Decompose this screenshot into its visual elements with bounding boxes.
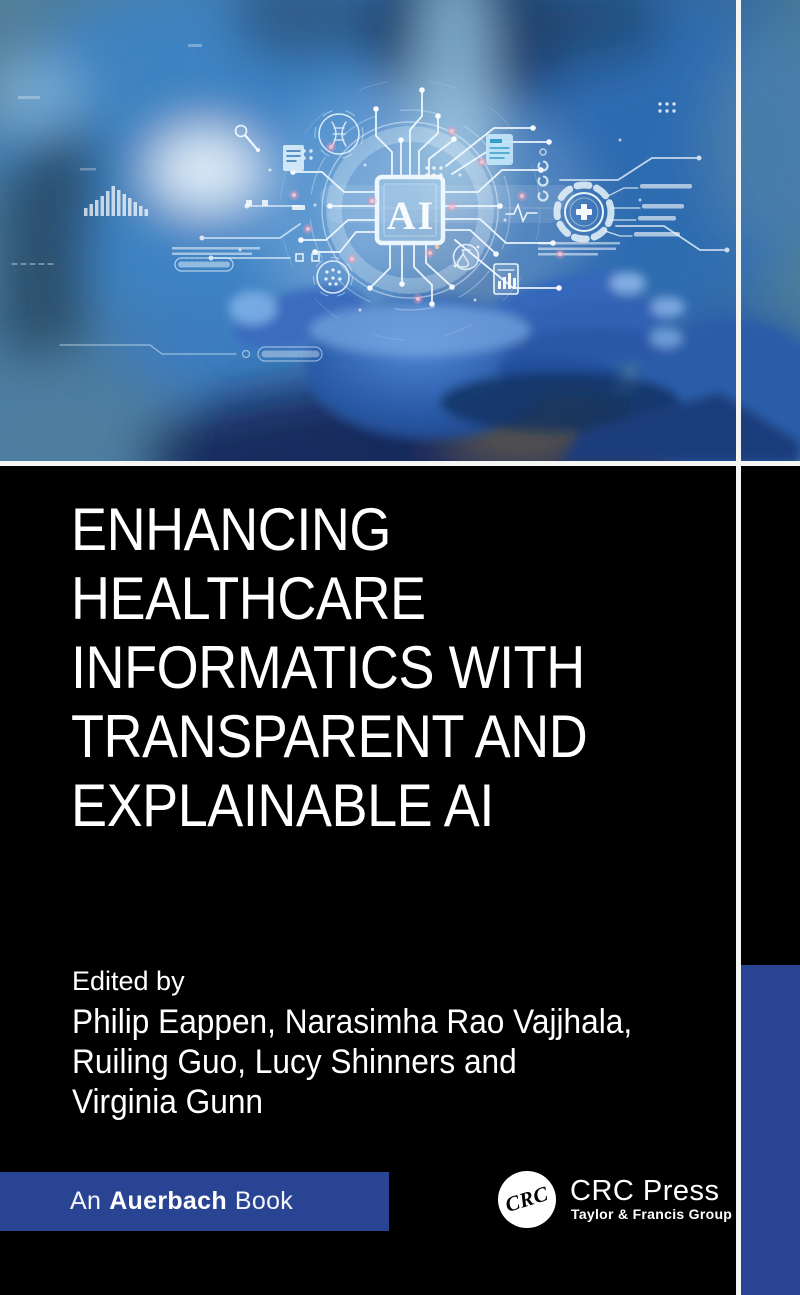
title-line: INFORMATICS WITH bbox=[71, 634, 585, 701]
document-bar-chart-icon bbox=[494, 264, 518, 294]
auerbach-imprint-bar bbox=[0, 1172, 389, 1231]
right-accent-strip bbox=[741, 965, 800, 1295]
cover-photo-ai-hand bbox=[0, 0, 800, 463]
publisher-group: Taylor & Francis Group bbox=[571, 1206, 733, 1222]
edited-by-label: Edited by bbox=[72, 966, 185, 996]
document-icon bbox=[486, 134, 513, 165]
editor-names bbox=[72, 1002, 632, 1122]
horizontal-divider-line bbox=[0, 461, 800, 466]
editor-line: Philip Eappen, Narasimha Rao Vajjhala, bbox=[72, 1003, 633, 1041]
publisher-name: CRC Press bbox=[570, 1175, 720, 1207]
crc-monogram: CRC bbox=[502, 1181, 552, 1217]
ai-chip-label: AI bbox=[386, 193, 436, 238]
editor-line: Ruiling Guo, Lucy Shinners and bbox=[72, 1043, 517, 1081]
book-title bbox=[71, 495, 587, 840]
vertical-divider-line bbox=[736, 0, 741, 1295]
imprint-suffix: Book bbox=[234, 1187, 294, 1215]
editor-line: Virginia Gunn bbox=[72, 1083, 264, 1121]
crc-logo bbox=[498, 1171, 556, 1228]
imprint-brand: Auerbach bbox=[109, 1187, 227, 1215]
title-line: HEALTHCARE bbox=[71, 565, 426, 632]
medical-cross-icon bbox=[557, 185, 611, 239]
imprint-prefix: An bbox=[70, 1187, 102, 1215]
ai-chip-icon bbox=[377, 177, 443, 243]
title-line: EXPLAINABLE AI bbox=[71, 772, 494, 839]
title-line: ENHANCING bbox=[71, 496, 391, 563]
title-line: TRANSPARENT AND bbox=[71, 703, 588, 770]
document-icon bbox=[283, 145, 304, 171]
